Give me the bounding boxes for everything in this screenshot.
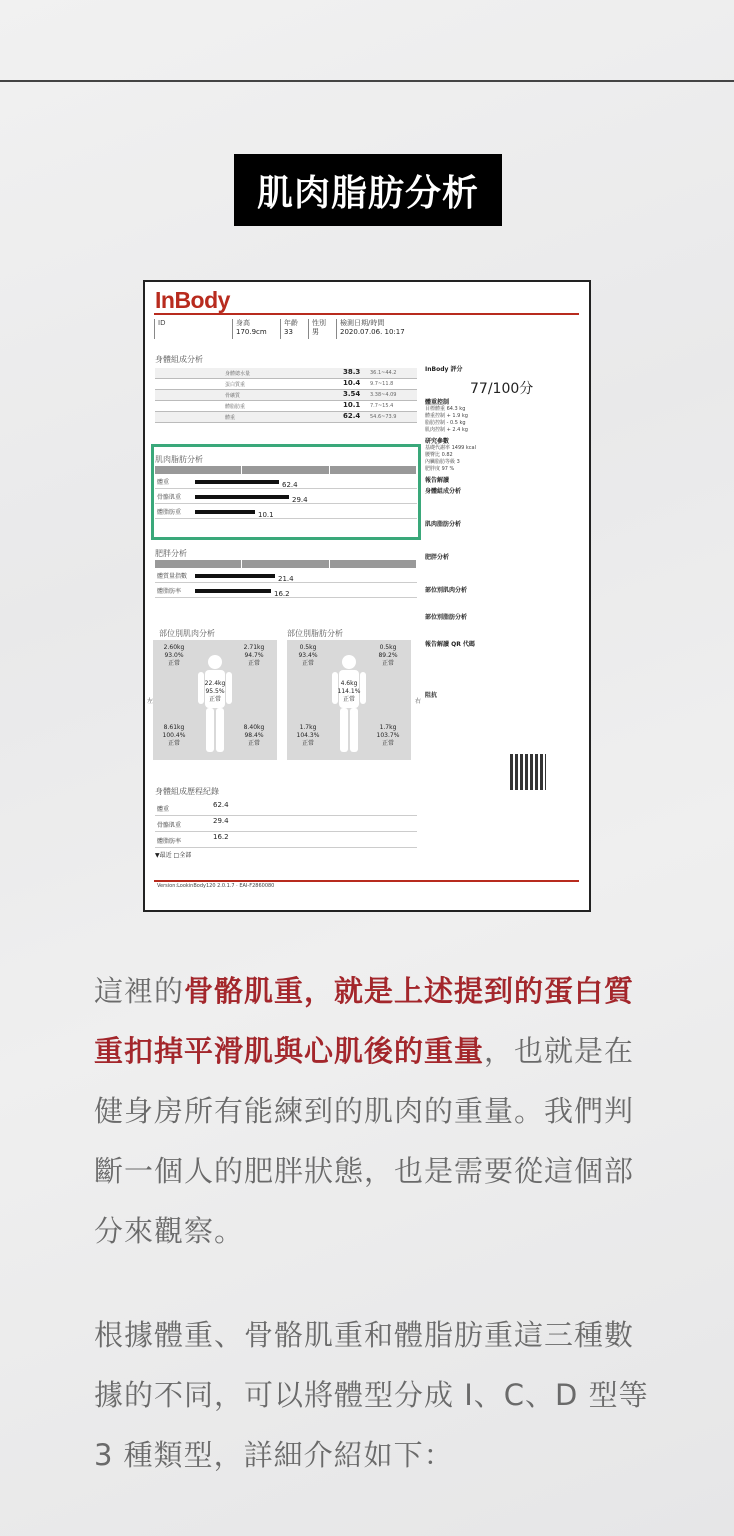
report-footer: Version:LookinBody120 2.0.1.7 · EAI-F2860080 [157, 883, 275, 889]
table-row: 體脂肪重 10.1 7.7~15.4 [155, 401, 417, 412]
table-row: 體重 62.4 54.6~73.9 [155, 412, 417, 423]
info-height: 身高 170.9cm [232, 319, 280, 339]
seg-fat-title: 部位別脂肪分析 [287, 629, 343, 638]
table-row: 骨礦質 3.54 3.38~4.09 [155, 390, 417, 401]
seg-lean-trunk: 22.4kg 95.5% 正常 [204, 680, 226, 703]
paragraph-body-types: 根據體重、骨骼肌重和體脂肪重這三種數據的不同，可以將體型分成 I、C、D 型等 3 種類型，詳細介紹如下： [94, 1318, 649, 1472]
seg-lean-panel [153, 640, 277, 760]
info-sex: 性別 男 [308, 319, 336, 339]
highlighted-text: 骨骼肌重，就是上述提到的蛋白質重扣掉平滑肌與心肌後的重量 [94, 974, 635, 1068]
seg-lean-right-leg: 8.40kg 98.4% 正常 [243, 724, 265, 747]
inbody-score: 77/100分 [470, 381, 534, 397]
logo-rule [154, 313, 579, 315]
obesity-bars [155, 560, 417, 598]
footer-rule [154, 880, 579, 882]
bar-fill [195, 589, 271, 593]
muscle-fat-highlight-box [151, 444, 421, 540]
seg-fat-panel [287, 640, 411, 760]
info-age: 年齡 33 [280, 319, 308, 339]
bar-row-body-fat: 體脂肪重 10.1 [155, 504, 417, 519]
bar-row-pbf: 體脂肪率 16.2 [155, 583, 417, 598]
seg-lean-title: 部位別肌肉分析 [159, 629, 215, 638]
info-id: ID [154, 319, 232, 339]
history-filter: ▼最近 □全部 [155, 852, 192, 859]
bar-fill [195, 574, 275, 578]
bar-row-skeletal-muscle: 骨骼肌重 29.4 [155, 489, 417, 504]
seg-fat-right-leg: 1.7kg 103.7% 正常 [376, 724, 400, 747]
bar-row-bmi: 體質量指數 21.4 [155, 568, 417, 583]
table-row: 骨骼肌重 29.4 [155, 816, 417, 832]
body-comp-table [155, 368, 417, 423]
seg-fat-left-leg: 1.7kg 104.3% 正常 [296, 724, 320, 747]
table-row: 身體總水量 38.3 36.1~44.2 [155, 368, 417, 379]
table-row: 體重 62.4 [155, 800, 417, 816]
history-grid [155, 800, 417, 866]
report-right-column: InBody 評分 體重控制 目標體重 64.3 kg 體重控制 + 1.9 kg 脂肪控制 - 0.5 kg 肌肉控制 + 2.4 kg 研究參數 基礎代謝率 1499 kcal 腰臀比 0.82 內臟脂肪等級 3 肥胖度 97 % 報告解讀 身體組成分析 肌肉脂肪分析 肥胖分析 部位別肌肉分析 部位別脂肪分析 報告解讀 QR 代碼 阻抗 [425, 366, 477, 699]
inbody-logo: InBody [155, 287, 230, 313]
bar-row-weight: 體重 62.4 [155, 474, 417, 489]
history-title: 身體組成歷程紀錄 [155, 787, 219, 796]
table-row: 體脂肪率 16.2 [155, 832, 417, 848]
paragraph-skeletal-muscle: 這裡的骨骼肌重，就是上述提到的蛋白質重扣掉平滑肌與心肌後的重量，也就是在健身房所有能練到的肌肉的重量。我們判斷一個人的肥胖狀態，也是需要從這個部分來觀察。 [94, 974, 635, 1248]
body-silhouette-icon [197, 654, 233, 754]
body-comp-title: 身體組成分析 [155, 355, 203, 364]
obesity-title: 肥胖分析 [155, 549, 187, 558]
body-silhouette-icon [331, 654, 367, 754]
seg-lean-left-leg: 8.61kg 100.4% 正常 [162, 724, 186, 747]
seg-lean-left-arm: 2.60kg 93.0% 正常 [163, 644, 185, 667]
muscle-fat-title: 肌肉脂肪分析 [155, 455, 203, 464]
patient-info-row [154, 319, 414, 339]
seg-fat-trunk: 4.6kg 114.1% 正常 [337, 680, 361, 703]
side-right-label: 右 [415, 698, 422, 705]
seg-fat-left-arm: 0.5kg 93.4% 正常 [298, 644, 318, 667]
section-title: 肌肉脂肪分析 [234, 154, 502, 226]
seg-lean-right-arm: 2.71kg 94.7% 正常 [243, 644, 265, 667]
top-divider [0, 80, 734, 82]
qr-code-icon [510, 754, 546, 790]
side-left-label: 左 [147, 698, 154, 705]
inbody-report-image [143, 280, 591, 912]
info-datetime: 檢測日期/時間 2020.07.06. 10:17 [336, 319, 416, 339]
seg-fat-right-arm: 0.5kg 89.2% 正常 [378, 644, 398, 667]
table-row: 蛋白質重 10.4 9.7~11.8 [155, 379, 417, 390]
